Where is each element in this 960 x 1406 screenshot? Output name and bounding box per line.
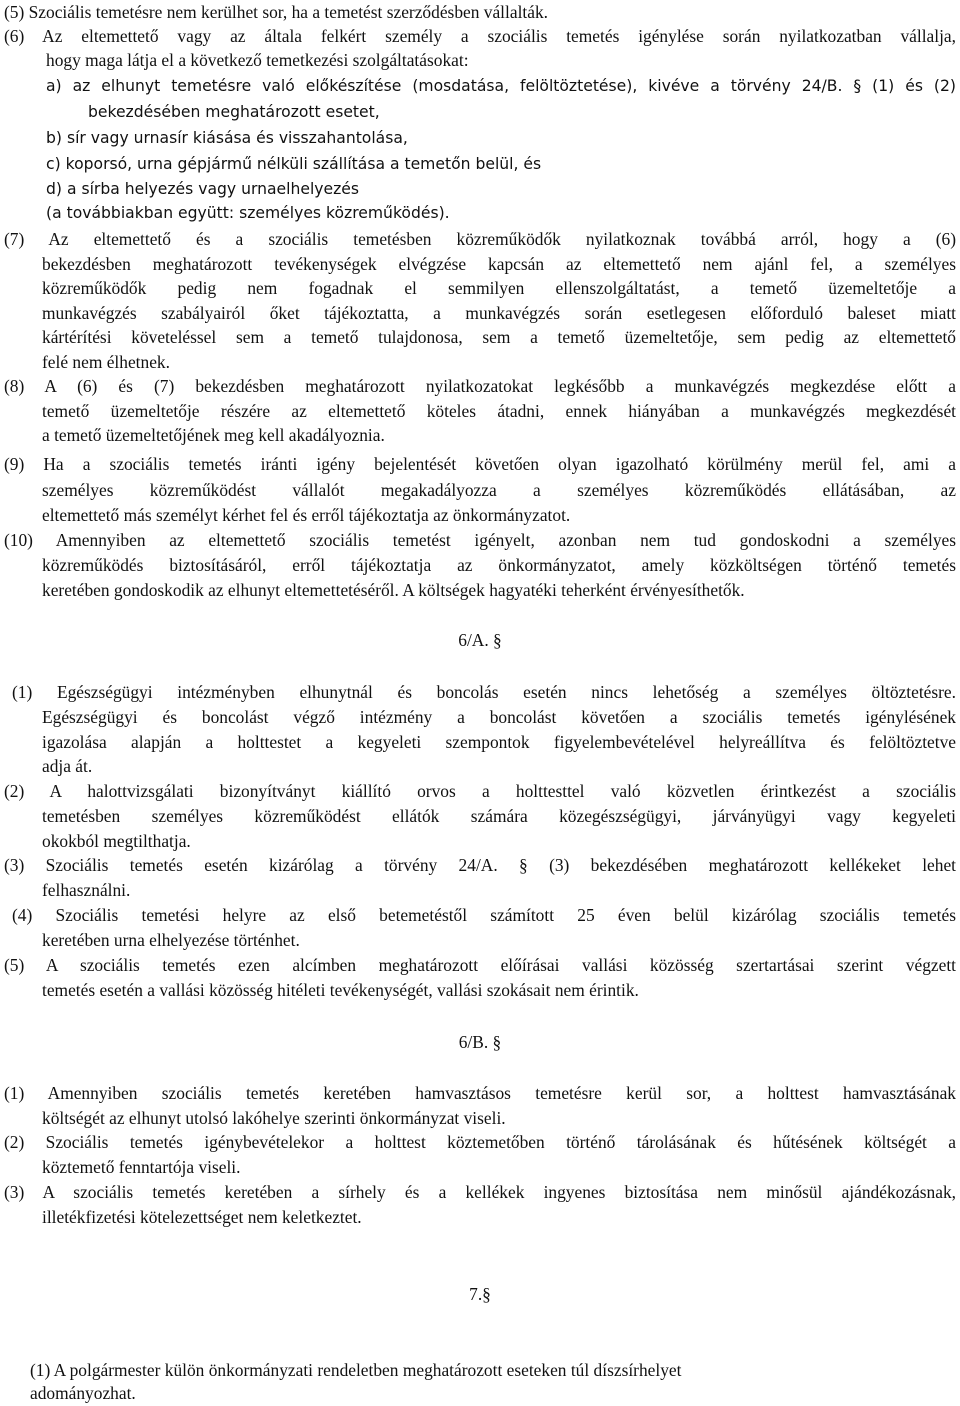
- paragraph-line: bekezdésben meghatározott tevékenységek elvégzése kapcsán az eltemettető nem ajánl fel, a személyes: [42, 254, 956, 274]
- paragraph-line: (7) Az eltemettető és a szociális temetésben közreműködők nyilatkoznak továbbá arról, hogy a (6): [4, 229, 956, 249]
- paragraph-line: köztemető fenntartója viseli.: [42, 1157, 241, 1177]
- list-item-line: b) sír vagy urnasír kiásása és visszahantolása,: [46, 129, 408, 147]
- paragraph-line: adományozhat.: [30, 1383, 136, 1403]
- paragraph-line: (3) A szociális temetés keretében a sírhely és a kellékek ingyenes biztosítása nem minősül ajándékozásnak,: [4, 1182, 956, 1202]
- paragraph-line: (8) A (6) és (7) bekezdésben meghatározott nyilatkozatokat legkésőbb a munkavégzés megkezdése előtt a: [4, 376, 956, 396]
- paragraph-line: (1) A polgármester külön önkormányzati rendeletben meghatározott eseteken túl díszsírhelyet: [30, 1360, 682, 1380]
- list-item-line: (a továbbiakban együtt: személyes közreműködés).: [46, 204, 450, 222]
- paragraph-line: illetékfizetési kötelezettséget nem keletkeztet.: [42, 1207, 362, 1227]
- paragraph-line: okokból megtilthatja.: [42, 831, 191, 851]
- paragraph-line: (3) Szociális temetés esetén kizárólag a törvény 24/A. § (3) bekezdésében meghatározott kellékeket lehet: [4, 855, 956, 875]
- paragraph-line: temetésben személyes közreműködést ellátók számára közegészségügyi, járványügyi vagy kegyeleti: [42, 806, 956, 826]
- paragraph-line: temetés esetén a vallási közösség hitéleti tevékenységét, vallási szokásait nem érintik.: [42, 980, 639, 1000]
- paragraph-line: személyes közreműködést vállalót megakadályozza a személyes közreműködés ellátásában, az: [42, 480, 956, 500]
- paragraph-line: kártérítési követeléssel sem a temető tulajdonosa, sem a temető üzemeltetője, sem pedig az eltemettető: [42, 327, 956, 347]
- paragraph-line: (5) Szociális temetésre nem kerülhet sor, ha a temetést szerződésben vállalták.: [4, 2, 548, 22]
- section-heading: 7.§: [469, 1284, 491, 1304]
- list-item-line: c) koporsó, urna gépjármű nélküli szállítása a temetőn belül, és: [46, 155, 542, 173]
- paragraph-line: (4) Szociális temetési helyre az első betemetéstől számított 25 éven belül kizárólag szociális temetés: [12, 905, 956, 925]
- list-item-line: bekezdésében meghatározott esetet,: [88, 103, 380, 121]
- paragraph-line: (2) Szociális temetés igénybevételekor a holttest köztemetőben történő tárolásának és hűtésének költségét a: [4, 1132, 956, 1152]
- paragraph-line: (1) Amennyiben szociális temetés keretében hamvasztásos temetésre kerül sor, a holttest hamvasztásának: [4, 1083, 956, 1103]
- paragraph-line: temető üzemeltetője részére az eltemettető köteles átadni, ennek hiányában a munkavégzés megkezdését: [42, 401, 956, 421]
- paragraph-line: keretében urna elhelyezése történhet.: [42, 930, 300, 950]
- paragraph-line: a temető üzemeltetőjének meg kell akadályoznia.: [42, 425, 385, 445]
- paragraph-line: közreműködők pedig nem fogadnak el semmilyen ellenszolgáltatást, a temető üzemeltetője a: [42, 278, 956, 298]
- paragraph-line: költségét az elhunyt utolsó lakóhelye szerinti önkormányzat viseli.: [42, 1108, 506, 1128]
- section-heading: 6/B. §: [458, 1032, 502, 1052]
- paragraph-line: (1) Egészségügyi intézményben elhunytnál és boncolás esetén nincs lehetőség a személyes öltöztetésre.: [12, 682, 956, 702]
- list-item-line: a) az elhunyt temetésre való előkészítése (mosdatása, felöltöztetése), kivéve a törvény 24/B. § (1) és (2): [46, 77, 956, 95]
- paragraph-line: (10) Amennyiben az eltemettető szociális temetést igényelt, azonban nem tud gondoskodni a személyes: [4, 530, 956, 550]
- paragraph-line: eltemettető más személyt kérhet fel és erről tájékoztatja az önkormányzatot.: [42, 505, 571, 525]
- paragraph-line: (6) Az eltemettető vagy az általa felkért személy a szociális temetés igénylése során nyilatkozatban vállalja,: [4, 26, 956, 46]
- paragraph-line: igazolása alapján a holttestet a kegyeleti szempontok figyelembevételével helyreállítva és felöltöztetve: [42, 732, 956, 752]
- paragraph-line: (2) A halottvizsgálati bizonyítványt kiállító orvos a holttesttel való közvetlen érintkezést a szociális: [4, 781, 956, 801]
- paragraph-line: Egészségügyi és boncolást végző intézmény a boncolást követően a szociális temetés igénylésének: [42, 707, 956, 727]
- section-heading: 6/A. §: [458, 630, 502, 650]
- paragraph-line: (9) Ha a szociális temetés iránti igény bejelentését követően olyan igazolható körülmény merül fel, ami a: [4, 454, 956, 474]
- paragraph-line: közreműködés biztosításáról, erről tájékoztatja az önkormányzatot, amely közköltségen történő temetés: [42, 555, 956, 575]
- paragraph-line: hogy maga látja el a következő temetkezési szolgáltatásokat:: [46, 50, 469, 70]
- paragraph-line: felhasználni.: [42, 880, 131, 900]
- paragraph-line: (5) A szociális temetés ezen alcímben meghatározott előírásai vallási közösség szertartásai szerint végzett: [4, 955, 956, 975]
- paragraph-line: felé nem élhetnek.: [42, 352, 170, 372]
- paragraph-line: keretében gondoskodik az elhunyt eltemettetéséről. A költségek hagyatéki teherként érvényesíthetők.: [42, 580, 745, 600]
- paragraph-line: adja át.: [42, 756, 93, 776]
- list-item-line: d) a sírba helyezés vagy urnaelhelyezés: [46, 180, 360, 198]
- paragraph-line: munkavégzés szabályairól őket tájékoztatta, a munkavégzés során esetlegesen előforduló baleset miatt: [42, 303, 956, 323]
